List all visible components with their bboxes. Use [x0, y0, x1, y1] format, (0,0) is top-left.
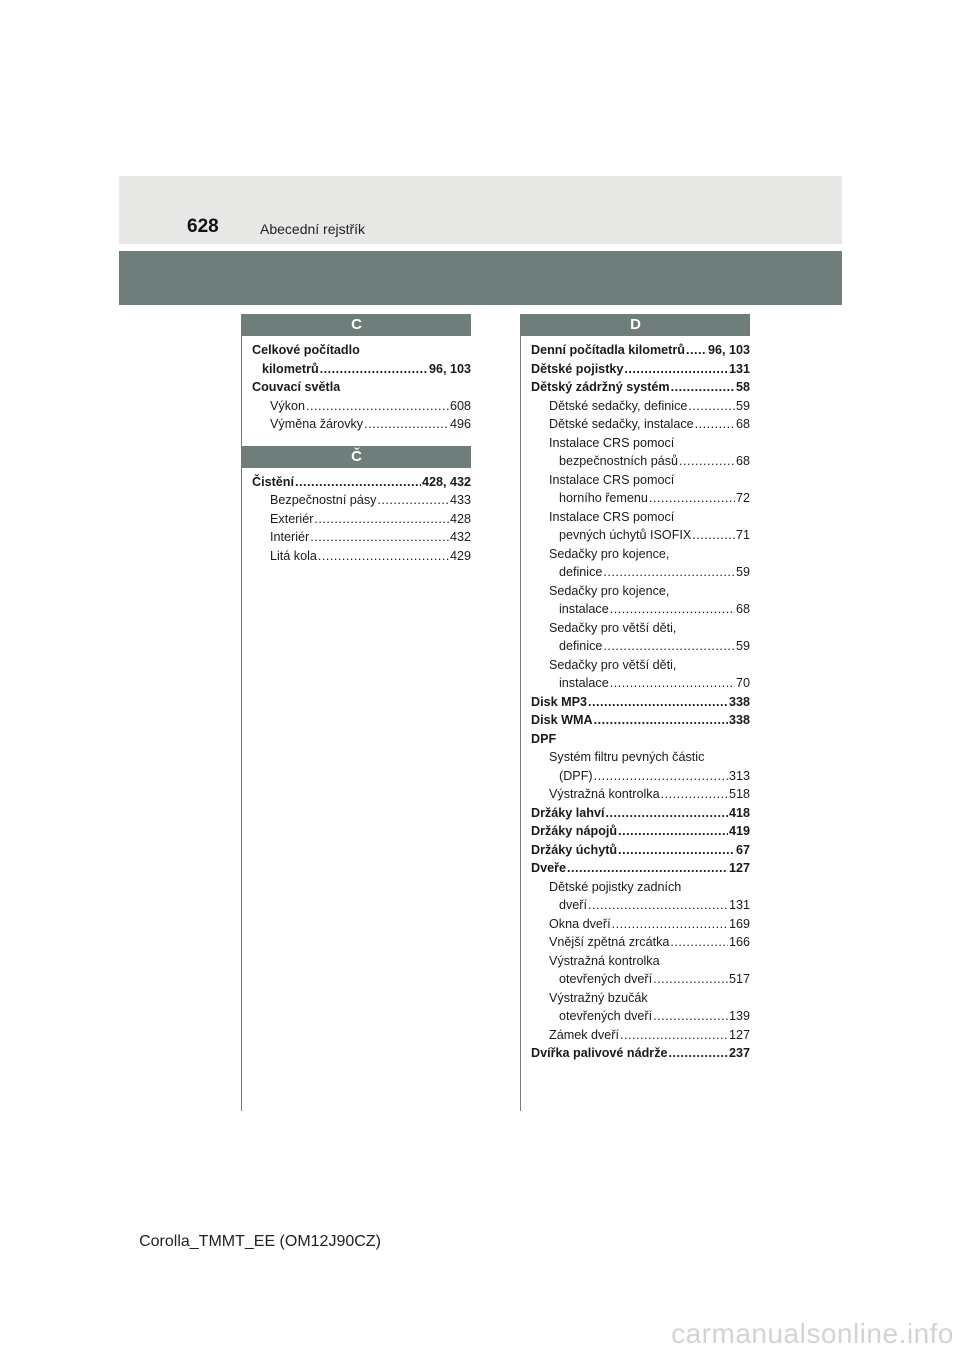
index-entry	[521, 711, 750, 730]
index-entry-label: Výkon	[270, 398, 306, 413]
index-entry-pages: 139	[728, 1009, 750, 1023]
index-entry-pages: 169	[728, 916, 750, 931]
dot-leader	[610, 674, 735, 693]
index-entry-label: dveří	[559, 898, 587, 912]
dot-leader	[606, 804, 728, 823]
index-entry-label: Dvířka palivové nádrže	[531, 1046, 668, 1060]
index-entry	[521, 748, 750, 767]
index-entry-list	[242, 468, 471, 566]
dot-leader	[624, 360, 728, 379]
dot-leader	[310, 528, 449, 547]
index-entry	[242, 378, 471, 397]
index-entry-pages: 59	[735, 398, 750, 413]
index-entry	[521, 563, 750, 582]
index-section	[242, 314, 471, 434]
index-entry-label: Držáky úchytů	[531, 842, 618, 857]
index-entry	[521, 582, 750, 601]
index-entry-pages: 68	[735, 602, 750, 616]
index-entry-label: instalace	[559, 676, 609, 690]
index-entry	[521, 693, 750, 712]
index-entry	[521, 767, 750, 786]
index-entry	[242, 473, 471, 492]
page-title: Abecední rejstřík	[260, 221, 366, 237]
index-entry-pages: 517	[728, 972, 750, 986]
index-entry-label: Celkové počítadlo	[252, 343, 360, 357]
index-entry	[521, 952, 750, 971]
index-entry-label: Sedačky pro kojence,	[549, 583, 670, 598]
page-number: 628	[187, 216, 219, 237]
index-entry	[521, 619, 750, 638]
index-entry	[242, 341, 471, 360]
index-entry	[242, 491, 471, 510]
index-entry	[521, 489, 750, 508]
dot-leader	[612, 915, 728, 934]
dot-leader	[670, 933, 728, 952]
dot-leader	[610, 600, 735, 619]
index-entry	[521, 674, 750, 693]
index-entry-pages: 96, 103	[707, 343, 750, 357]
index-entry-pages: 127	[728, 861, 750, 875]
index-entry-label: bezpečnostních pásů	[559, 454, 679, 468]
dot-leader	[669, 1044, 728, 1063]
index-entry-pages: 496	[449, 417, 471, 431]
index-entry	[521, 785, 750, 804]
index-entry	[521, 989, 750, 1008]
index-entry-label: Výstražná kontrolka	[549, 787, 660, 801]
index-entry	[521, 841, 750, 860]
dot-leader	[318, 547, 449, 566]
index-entry-label: (DPF)	[559, 768, 593, 783]
index-entry-label: Bezpečnostní pásy	[270, 493, 377, 507]
index-entry	[521, 1007, 750, 1026]
index-entry	[521, 933, 750, 952]
index-entry-label: Dětské sedačky, definice	[549, 398, 688, 413]
index-entry-label: Zámek dveří	[549, 1027, 619, 1042]
index-entry	[242, 360, 471, 379]
dot-leader	[649, 489, 735, 508]
index-entry-pages: 433	[449, 493, 471, 507]
dot-leader	[618, 822, 728, 841]
index-entry	[521, 730, 750, 749]
index-entry	[521, 915, 750, 934]
dot-leader	[594, 767, 728, 786]
index-entry-label: Instalace CRS pomocí	[549, 509, 675, 524]
index-entry	[242, 397, 471, 416]
index-entry-label: kilometrů	[262, 361, 319, 376]
index-entry	[521, 1026, 750, 1045]
index-entry-label: Výměna žárovky	[270, 417, 364, 431]
index-entry-label: Couvací světla	[252, 380, 341, 394]
dot-leader	[688, 397, 735, 416]
index-entry-label: Výstražný bzučák	[549, 990, 648, 1005]
index-entry	[521, 1044, 750, 1063]
index-entry-pages: 428	[449, 511, 471, 526]
index-entry	[521, 526, 750, 545]
watermark: carmanualsonline.info	[671, 1318, 954, 1349]
index-entry-label: Sedačky pro větší děti,	[549, 657, 677, 672]
index-entry-label: Denní počítadla kilometrů	[531, 343, 685, 357]
index-entry	[242, 510, 471, 529]
index-entry	[521, 415, 750, 434]
index-entry-pages: 418	[728, 805, 750, 820]
index-entry-pages: 71	[735, 528, 750, 542]
index-entry-pages: 70	[735, 676, 750, 690]
index-entry-label: definice	[559, 565, 603, 579]
dot-leader	[620, 1026, 728, 1045]
document-code: Corolla_TMMT_EE (OM12J90CZ)	[139, 1233, 381, 1250]
section-letter-heading: C	[242, 314, 471, 336]
index-column-2	[521, 314, 750, 1075]
dot-leader	[594, 711, 728, 730]
index-entry-label: Dětské pojistky zadních	[549, 879, 682, 894]
index-entry-label: Držáky lahví	[531, 805, 605, 820]
index-entry-pages: 338	[728, 694, 750, 709]
index-entry	[521, 341, 750, 360]
index-entry-label: horního řemenu	[559, 491, 648, 505]
index-entry-label: Dětské pojistky	[531, 361, 624, 376]
dot-leader	[377, 491, 449, 510]
index-entry-label: pevných úchytů ISOFIX	[559, 528, 692, 542]
index-entry-pages: 419	[728, 824, 750, 838]
index-entry	[521, 508, 750, 527]
index-entry-label: otevřených dveří	[559, 972, 653, 986]
index-entry	[521, 600, 750, 619]
index-entry	[521, 804, 750, 823]
index-entry	[242, 415, 471, 434]
index-entry-label: Sedačky pro větší děti,	[549, 620, 677, 635]
index-entry-label: Vnější zpětná zrcátka	[549, 935, 670, 949]
index-entry-pages: 429	[449, 548, 471, 563]
index-entry-label: Držáky nápojů	[531, 824, 618, 838]
index-entry	[521, 970, 750, 989]
index-entry-pages: 608	[449, 398, 471, 413]
index-entry	[242, 547, 471, 566]
index-entry-label: instalace	[559, 602, 609, 616]
index-entry-label: Exteriér	[270, 511, 314, 526]
index-entry-list	[242, 336, 471, 434]
index-entry-pages: 96, 103	[428, 361, 471, 376]
index-entry-label: Čistění	[252, 474, 294, 489]
index-entry-label: Instalace CRS pomocí	[549, 472, 675, 487]
dot-leader	[306, 397, 449, 416]
index-entry-pages: 59	[735, 565, 750, 579]
dot-leader	[295, 473, 421, 492]
index-entry-label: Výstražná kontrolka	[549, 953, 660, 968]
dot-leader	[661, 785, 728, 804]
dot-leader	[364, 415, 449, 434]
dot-leader	[692, 526, 735, 545]
index-entry	[521, 378, 750, 397]
index-entry	[521, 434, 750, 453]
index-entry-label: Dveře	[531, 861, 567, 875]
index-entry	[521, 452, 750, 471]
index-entry	[521, 656, 750, 675]
dot-leader	[653, 970, 728, 989]
index-entry-pages: 131	[728, 898, 750, 912]
dot-leader	[588, 693, 728, 712]
index-entry-pages: 237	[728, 1046, 750, 1060]
index-entry-label: Instalace CRS pomocí	[549, 435, 675, 450]
index-entry-pages: 58	[735, 380, 750, 394]
index-entry-pages: 338	[728, 713, 750, 727]
index-entry-label: Interiér	[270, 530, 310, 544]
index-entry-label: otevřených dveří	[559, 1009, 653, 1023]
dot-leader	[588, 896, 728, 915]
index-column-1	[242, 314, 471, 577]
index-entry-pages: 72	[735, 491, 750, 505]
index-entry-label: DPF	[531, 731, 557, 746]
index-entry-pages: 68	[735, 454, 750, 468]
index-entry	[521, 637, 750, 656]
index-entry	[521, 360, 750, 379]
index-entry-label: Litá kola	[270, 548, 317, 563]
dot-leader	[603, 637, 735, 656]
index-entry	[521, 397, 750, 416]
index-entry	[521, 471, 750, 490]
index-entry-label: Okna dveří	[549, 916, 611, 931]
index-entry	[521, 896, 750, 915]
index-entry-pages: 127	[728, 1027, 750, 1042]
index-entry-label: Dětské sedačky, instalace	[549, 417, 694, 431]
index-entry-pages: 432	[449, 530, 471, 544]
section-letter-heading: D	[521, 314, 750, 336]
index-entry-pages: 59	[735, 639, 750, 653]
index-entry-label: Dětský zádržný systém	[531, 380, 670, 394]
index-entry-label: Disk MP3	[531, 694, 587, 709]
section-letter-heading: Č	[242, 446, 471, 468]
index-entry-pages: 313	[728, 768, 750, 783]
index-entry-pages: 131	[728, 361, 750, 376]
index-entry-pages: 67	[735, 842, 750, 857]
dot-leader	[679, 452, 735, 471]
dot-leader	[603, 563, 735, 582]
index-entry-pages: 68	[735, 417, 750, 431]
index-entry-pages: 166	[728, 935, 750, 949]
index-entry	[521, 859, 750, 878]
index-entry-list	[521, 336, 750, 1063]
index-entry-label: Systém filtru pevných částic	[549, 750, 705, 764]
index-entry-pages: 518	[728, 787, 750, 801]
index-entry	[521, 878, 750, 897]
dot-leader	[686, 341, 707, 360]
index-section	[242, 446, 471, 566]
dot-leader	[314, 510, 449, 529]
dot-leader	[671, 378, 735, 397]
dot-leader	[695, 415, 735, 434]
index-entry	[521, 545, 750, 564]
index-entry-label: Disk WMA	[531, 713, 593, 727]
index-section	[521, 314, 750, 1063]
index-entry	[521, 822, 750, 841]
index-entry-pages: 428, 432	[421, 474, 471, 489]
index-entry-label: Sedačky pro kojence,	[549, 546, 670, 561]
header-band	[119, 176, 842, 244]
dot-leader	[320, 360, 428, 379]
dot-leader	[618, 841, 735, 860]
title-band	[119, 251, 842, 305]
index-entry	[242, 528, 471, 547]
dot-leader	[567, 859, 728, 878]
dot-leader	[653, 1007, 728, 1026]
index-entry-label: definice	[559, 639, 603, 653]
